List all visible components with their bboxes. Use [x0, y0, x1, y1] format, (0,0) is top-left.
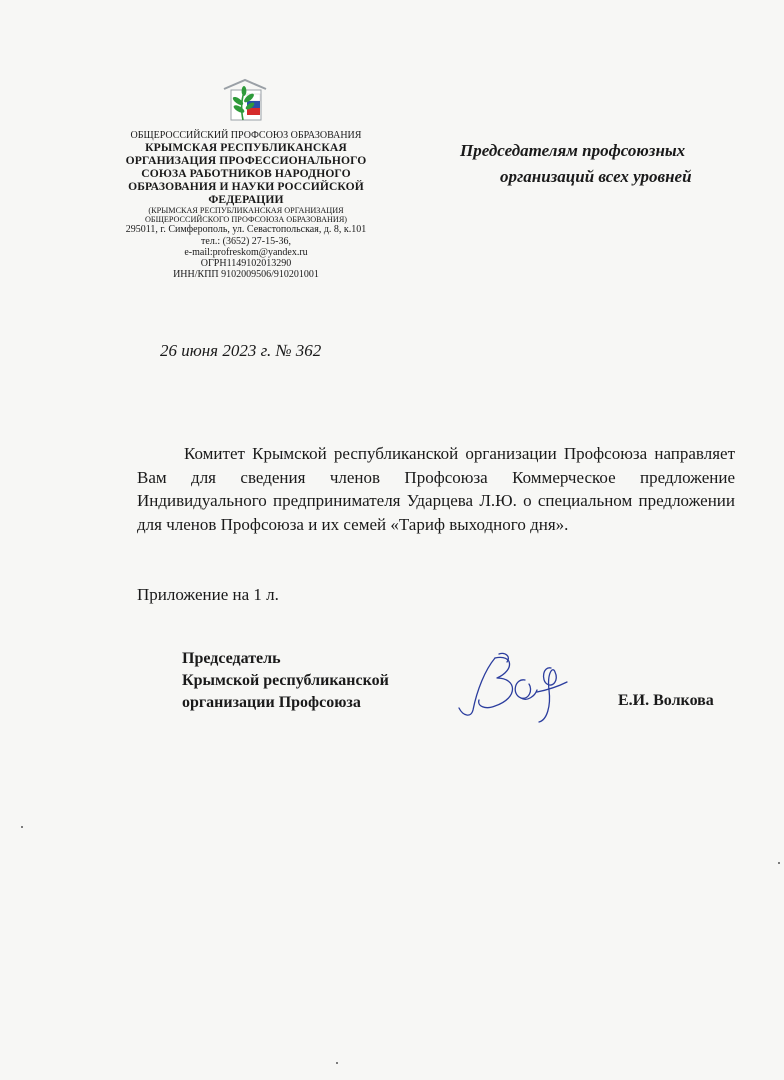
attachment-note: Приложение на 1 л.	[137, 585, 279, 604]
handwritten-signature-icon	[455, 650, 575, 725]
scan-speck	[778, 862, 780, 864]
org-inn: ИНН/КПП 9102009506/910201001	[173, 269, 319, 281]
letter-body: Комитет Крымской республиканской организации Профсоюза направляет Вам для сведения членов Профсоюза Коммерческое предложение Индивидуального предпринимателя Ударцева Л.Ю. о специальном предложении для членов Профсоюза и их семей «Тариф выходного дня».	[137, 444, 735, 534]
signer-title-line: Председатель	[182, 650, 281, 667]
profsoyuz-logo-icon	[219, 74, 271, 126]
org-parent-line: ОБЩЕРОССИЙСКИЙ ПРОФСОЮЗ ОБРАЗОВАНИЯ	[130, 130, 362, 141]
org-email: e-mail:profreskom@yandex.ru	[184, 246, 308, 258]
recipient-block	[440, 138, 740, 191]
org-name-line: ФЕДЕРАЦИИ	[208, 193, 284, 207]
org-name-line: КРЫМСКАЯ РЕСПУБЛИКАНСКАЯ	[145, 141, 347, 155]
recipient-line: организаций всех уровней	[500, 167, 692, 187]
signer-title-line: организации Профсоюза	[182, 694, 361, 711]
recipient-line: Председателям профсоюзных	[460, 141, 686, 160]
org-name-line: ОРГАНИЗАЦИЯ ПРОФЕССИОНАЛЬНОГО	[125, 154, 367, 168]
organization-header	[112, 130, 380, 280]
scan-speck	[336, 1062, 338, 1064]
signer-title	[182, 648, 389, 714]
scan-speck	[21, 826, 23, 828]
org-short-name-line: ОБЩЕРОССИЙСКОГО ПРОФСОЮЗА ОБРАЗОВАНИЯ)	[144, 215, 348, 225]
date-and-number: 26 июня 2023 г. № 362	[160, 341, 322, 360]
org-name-line: СОЮЗА РАБОТНИКОВ НАРОДНОГО	[141, 167, 351, 181]
org-short-name-line: (КРЫМСКАЯ РЕСПУБЛИКАНСКАЯ ОРГАНИЗАЦИЯ	[148, 206, 344, 216]
signer-title-line: Крымской республиканской	[182, 672, 389, 689]
signer-name: Е.И. Волкова	[618, 692, 714, 709]
org-name-line: ОБРАЗОВАНИЯ И НАУКИ РОССИЙСКОЙ	[128, 180, 364, 194]
org-ogrn: ОГРН1149102013290	[200, 258, 292, 270]
org-address: 295011, г. Симферополь, ул. Севастопольская, д. 8, к.101	[125, 224, 367, 236]
org-phone: тел.: (3652) 27-15-36,	[201, 235, 291, 247]
